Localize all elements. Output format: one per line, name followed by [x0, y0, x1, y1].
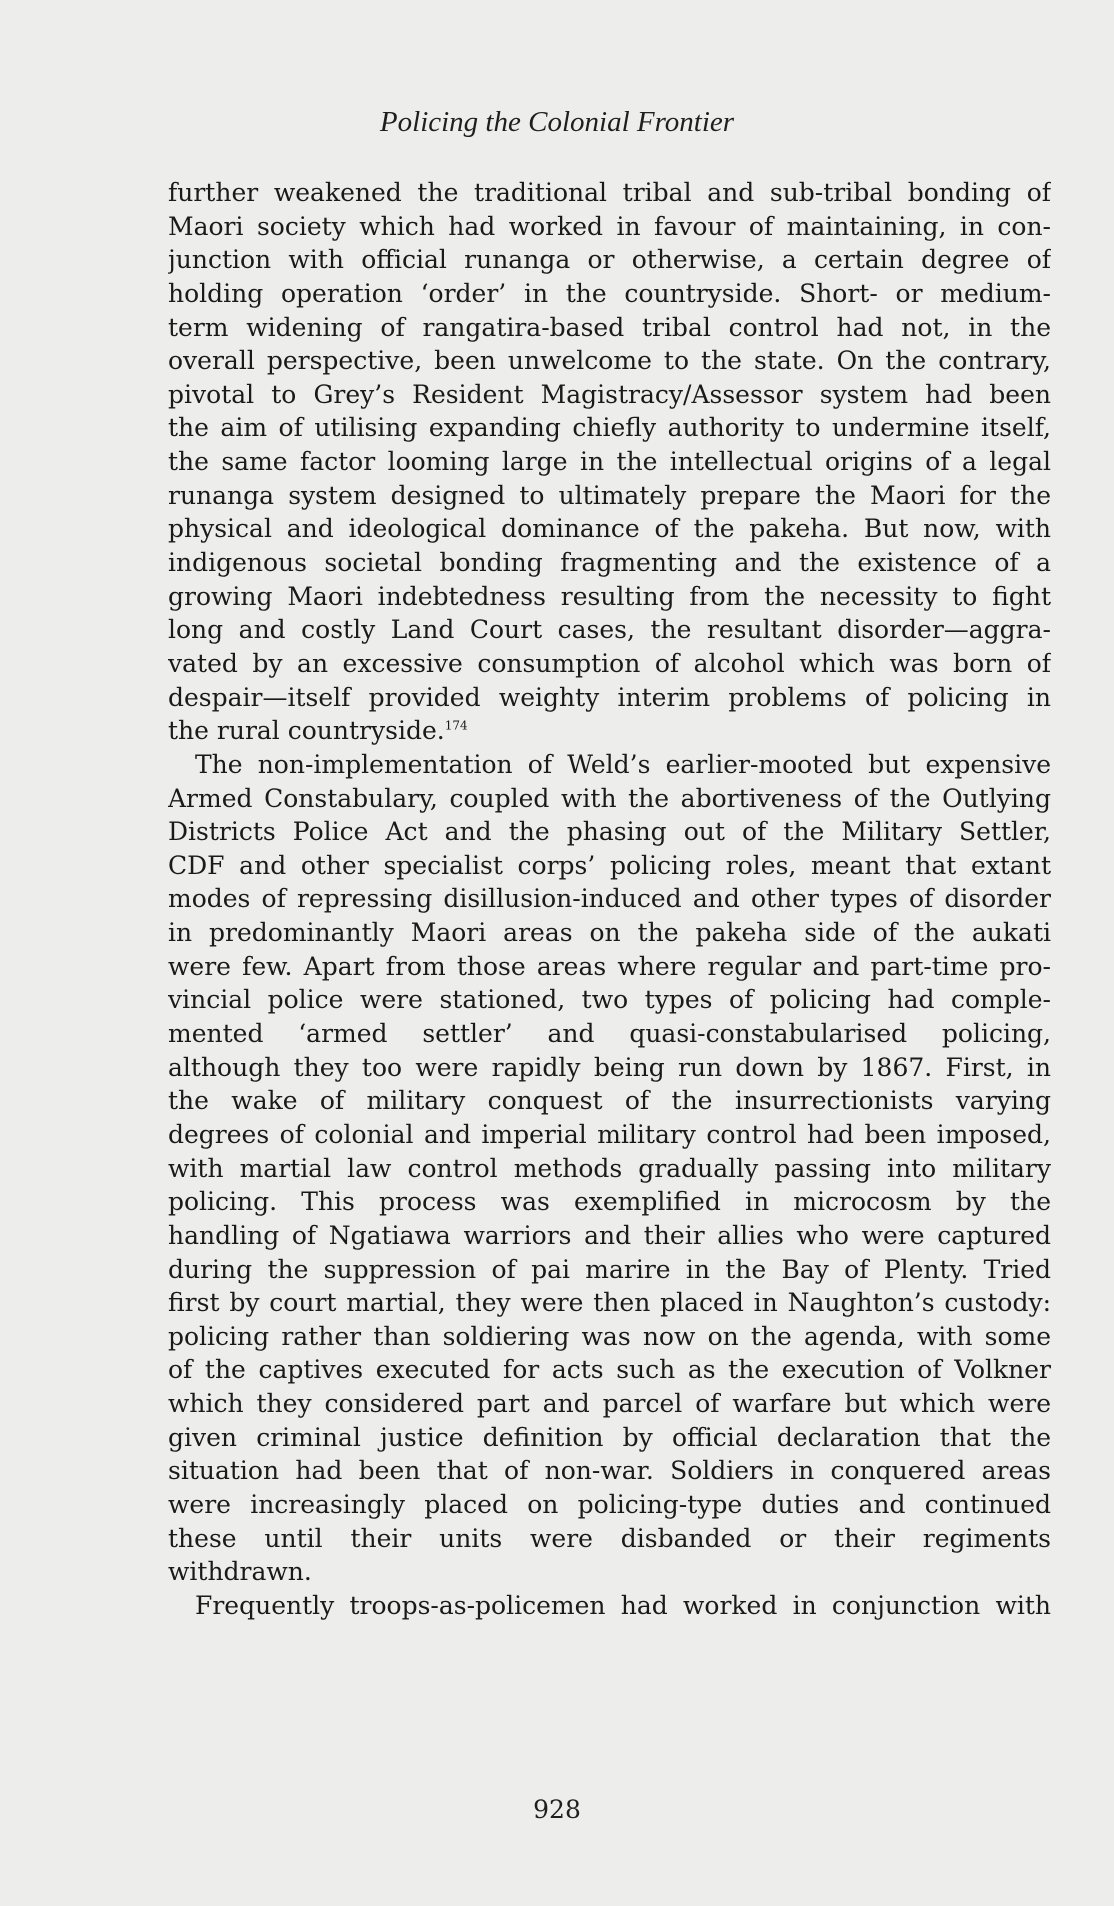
- text-line: [168, 580, 1051, 614]
- line-text: further weakened the traditional tribal and sub-tribal bonding of: [168, 178, 1051, 207]
- line-text: policing rather than soldiering was now on the agenda, with some: [168, 1321, 1051, 1351]
- line-text: Armed Constabulary, coupled with the abortiveness of the Outlying: [168, 783, 1051, 813]
- page-number: 928: [533, 1795, 581, 1824]
- line-text: situation had been that of non-war. Soldiers in conquered areas: [168, 1456, 1051, 1486]
- paragraph: [168, 748, 1051, 1589]
- text-line: [168, 1185, 1051, 1219]
- line-text: given criminal justice definition by official declaration that the: [168, 1422, 1051, 1452]
- text-line: [168, 681, 1051, 715]
- text-line: [168, 243, 1051, 277]
- line-text: holding operation ‘order’ in the countryside. Short- or medium-: [168, 278, 1051, 308]
- line-text: were few. Apart from those areas where regular and part-time pro-: [168, 951, 1051, 981]
- line-text: indigenous societal bonding fragmenting and the existence of a: [168, 548, 1051, 578]
- text-line: [168, 782, 1051, 816]
- text-line: [168, 1118, 1051, 1152]
- text-line: [168, 1253, 1051, 1287]
- line-text: modes of repressing disillusion-induced and other types of disorder: [168, 884, 1051, 914]
- text-line: [168, 512, 1051, 546]
- line-text: these until their units were disbanded or their regiments: [168, 1523, 1051, 1553]
- line-text: were increasingly placed on policing-type duties and continued: [168, 1489, 1051, 1519]
- line-text: despair—itself provided weighty interim problems of policing in: [168, 682, 1051, 712]
- line-text: handling of Ngatiawa warriors and their allies who were captured: [168, 1220, 1051, 1250]
- text-line: [168, 1488, 1051, 1522]
- line-text: first by court martial, they were then placed in Naughton’s custody:: [168, 1288, 1051, 1318]
- text-line: [168, 748, 1051, 782]
- line-text: the wake of military conquest of the insurrectionists varying: [168, 1086, 1051, 1116]
- line-text: vated by an excessive consumption of alcohol which was born of: [168, 648, 1051, 678]
- line-text: growing Maori indebtedness resulting from the necessity to fight: [168, 581, 1051, 611]
- line-text: long and costly Land Court cases, the resultant disorder—aggra-: [168, 615, 1051, 645]
- text-line: [168, 1387, 1051, 1421]
- line-text: pivotal to Grey’s Resident Magistracy/Assessor system had been: [168, 379, 1051, 409]
- line-text: although they too were rapidly being run down by 1867. First, in: [168, 1052, 1051, 1082]
- text-line: [168, 613, 1051, 647]
- text-line: [168, 1152, 1051, 1186]
- text-line: [168, 311, 1051, 345]
- text-line: [168, 882, 1051, 916]
- line-text: policing. This process was exemplified in microcosm by the: [168, 1187, 1051, 1217]
- text-line: [168, 1454, 1051, 1488]
- line-text: Maori society which had worked in favour of maintaining, in con-: [168, 211, 1051, 241]
- text-line: [168, 344, 1051, 378]
- line-text: degrees of colonial and imperial military control had been imposed,: [168, 1119, 1051, 1149]
- line-text: The non-implementation of Weld’s earlier-mooted but expensive: [195, 749, 1051, 779]
- line-text: runanga system designed to ultimately prepare the Maori for the: [168, 480, 1051, 510]
- text-line: [168, 411, 1051, 445]
- text-line: [168, 445, 1051, 479]
- text-line: [168, 1522, 1051, 1556]
- paragraph: [168, 1589, 1051, 1623]
- text-line: [168, 479, 1051, 513]
- text-line: [168, 1017, 1051, 1051]
- line-text: junction with official runanga or otherwise, a certain degree of: [168, 245, 1051, 275]
- text-line: [168, 1589, 1051, 1623]
- text-line: [168, 916, 1051, 950]
- text-line: [168, 714, 1051, 748]
- text-line: [168, 1353, 1051, 1387]
- paragraph: [168, 176, 1051, 748]
- line-text: CDF and other specialist corps’ policing roles, meant that extant: [168, 850, 1051, 880]
- line-text: overall perspective, been unwelcome to the state. On the contrary,: [168, 346, 1051, 376]
- line-text: the rural countryside.: [168, 716, 445, 746]
- line-text: the same factor looming large in the intellectual origins of a legal: [168, 447, 1051, 477]
- line-text: vincial police were stationed, two types of policing had comple-: [168, 985, 1051, 1015]
- line-text: with martial law control methods gradually passing into military: [168, 1153, 1051, 1183]
- body-text: [168, 176, 1051, 1623]
- text-line: [168, 1320, 1051, 1354]
- text-line: [168, 1421, 1051, 1455]
- line-text: mented ‘armed settler’ and quasi-constabularised policing,: [168, 1019, 1051, 1049]
- text-line: [168, 1555, 1051, 1589]
- line-text: the aim of utilising expanding chiefly authority to undermine itself,: [168, 413, 1051, 443]
- running-head-title: Policing the Colonial Frontier: [379, 106, 735, 138]
- text-line: [168, 950, 1051, 984]
- line-text: in predominantly Maori areas on the pakeha side of the aukati: [168, 918, 1051, 948]
- text-line: [168, 176, 1051, 210]
- line-text: physical and ideological dominance of the pakeha. But now, with: [168, 514, 1051, 544]
- text-line: [168, 546, 1051, 580]
- text-line: [168, 849, 1051, 883]
- text-line: [168, 815, 1051, 849]
- footnote-marker[interactable]: 174: [444, 718, 468, 733]
- text-line: [168, 1051, 1051, 1085]
- text-line: [168, 378, 1051, 412]
- line-text: which they considered part and parcel of warfare but which were: [168, 1389, 1051, 1419]
- text-line: [168, 210, 1051, 244]
- line-text: of the captives executed for acts such as the execution of Volkner: [168, 1355, 1051, 1385]
- line-text: Frequently troops-as-policemen had worked in conjunction with: [195, 1590, 1051, 1620]
- text-line: [168, 1084, 1051, 1118]
- line-text: Districts Police Act and the phasing out of the Military Settler,: [168, 817, 1051, 847]
- text-line: [168, 647, 1051, 681]
- line-text: term widening of rangatira-based tribal control had not, in the: [168, 312, 1051, 342]
- line-text: withdrawn.: [168, 1557, 312, 1587]
- text-line: [168, 1219, 1051, 1253]
- text-line: [168, 1286, 1051, 1320]
- line-text: during the suppression of pai marire in the Bay of Plenty. Tried: [168, 1254, 1051, 1284]
- text-line: [168, 277, 1051, 311]
- text-line: [168, 983, 1051, 1017]
